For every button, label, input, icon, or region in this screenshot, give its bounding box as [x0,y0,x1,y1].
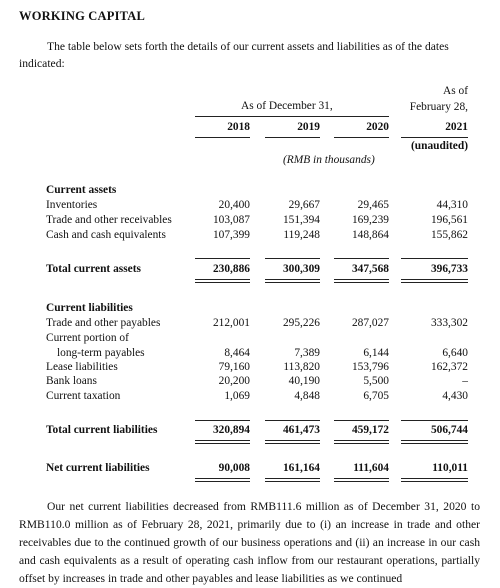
net-liabilities-double-rule [195,478,250,482]
net-liabilities-2020: 111,604 [353,462,389,474]
total-assets-top-rule [401,258,468,259]
cell-payables-2021: 333,302 [430,317,468,329]
cell-inventories-2018: 20,400 [218,199,250,211]
row-label-payables: Trade and other payables [46,317,161,329]
total-liabilities-2018: 320,894 [212,424,250,436]
cell-current-taxation-2020: 6,705 [363,390,389,402]
total-assets-label: Total current assets [46,263,141,275]
total-liabilities-top-rule [265,420,320,421]
total-liabilities-label: Total current liabilities [46,424,158,436]
total-assets-double-rule [265,279,320,283]
total-assets-top-rule [265,258,320,259]
cell-long-term-payables-2018: 8,464 [224,347,250,359]
year-header-2020: 2020 [366,121,389,133]
cell-lease-liabilities-2021: 162,372 [430,361,468,373]
row-label-long-term-payables: long-term payables [57,347,145,359]
cell-lease-liabilities-2018: 79,160 [218,361,250,373]
cell-bank-loans-2021: – [462,375,468,387]
cell-inventories-2021: 44,310 [436,199,468,211]
total-assets-2018: 230,886 [212,263,250,275]
total-liabilities-2019: 461,473 [282,424,320,436]
total-liabilities-top-rule [401,420,468,421]
cell-cash-2018: 107,399 [212,229,250,241]
total-liabilities-double-rule [334,440,389,444]
unit-label: (RMB in thousands) [283,154,375,166]
cell-current-taxation-2019: 4,848 [294,390,320,402]
cell-payables-2018: 212,001 [212,317,250,329]
cell-payables-2020: 287,027 [351,317,389,329]
row-label-bank-loans: Bank loans [46,375,97,387]
total-liabilities-double-rule [195,440,250,444]
intro-paragraph: The table below sets forth the details of our current assets and liabilities as of the dates indicated: [19,40,449,70]
total-liabilities-2020: 459,172 [351,424,389,436]
cell-receivables-2018: 103,087 [212,214,250,226]
total-assets-double-rule [401,279,468,283]
year-rule-2019 [265,137,320,138]
cell-inventories-2020: 29,465 [357,199,389,211]
cell-payables-2019: 295,226 [282,317,320,329]
cell-long-term-payables-2020: 6,144 [363,347,389,359]
cell-bank-loans-2018: 20,200 [218,375,250,387]
cell-lease-liabilities-2019: 113,820 [283,361,320,373]
row-label-current-taxation: Current taxation [46,390,121,402]
cell-cash-2019: 119,248 [283,229,320,241]
section-heading: WORKING CAPITAL [19,9,146,23]
cell-cash-2021: 155,862 [430,229,468,241]
total-liabilities-double-rule [265,440,320,444]
cell-current-taxation-2021: 4,430 [442,390,468,402]
year-header-2021: 2021 [445,121,468,133]
net-liabilities-2018: 90,008 [218,462,250,474]
total-liabilities-top-rule [334,420,389,421]
cell-current-taxation-2018: 1,069 [224,390,250,402]
total-liabilities-double-rule [401,440,468,444]
total-assets-top-rule [334,258,389,259]
total-liabilities-top-rule [195,420,250,421]
net-liabilities-label: Net current liabilities [46,462,150,474]
net-liabilities-2021: 110,011 [432,462,468,474]
year-rule-2021 [401,137,468,138]
current-liabilities-title: Current liabilities [46,302,133,314]
total-assets-2021: 396,733 [430,263,468,275]
year-header-2019: 2019 [297,121,320,133]
december-group-rule [195,116,389,117]
cell-long-term-payables-2021: 6,640 [442,347,468,359]
year-rule-2018 [195,137,250,138]
cell-inventories-2019: 29,667 [288,199,320,211]
asof-header-line1: As of [443,85,468,97]
total-assets-double-rule [195,279,250,283]
cell-receivables-2019: 151,394 [282,214,320,226]
december-group-header: As of December 31, [241,100,333,112]
year-header-2018: 2018 [227,121,250,133]
total-liabilities-2021: 506,744 [430,424,468,436]
total-assets-top-rule [195,258,250,259]
net-liabilities-double-rule [334,478,389,482]
net-liabilities-double-rule [265,478,320,482]
cell-receivables-2020: 169,239 [351,214,389,226]
year-rule-2020 [334,137,389,138]
closing-paragraph: Our net current liabilities decreased from RMB111.6 million as of December 31, 2020 to RMB110.0 million as of February 28, 2021, primarily due to (i) an increase in trade and other receivables due to the continued growth of our business operations and (ii) an increase in our cash and cash equivalents as a result of operating cash inflow from our restaurant operations, partially offset by increases in trade and other payables and lease liabilities as we continued [19,500,480,585]
cell-bank-loans-2020: 5,500 [363,375,389,387]
cell-receivables-2021: 196,561 [430,214,468,226]
row-label-cash: Cash and cash equivalents [46,229,166,241]
unaudited-label: (unaudited) [411,140,468,152]
total-assets-2019: 300,309 [282,263,320,275]
asof-header-line2: February 28, [409,101,468,113]
row-label-receivables: Trade and other receivables [46,214,172,226]
net-liabilities-2019: 161,164 [282,462,320,474]
cell-cash-2020: 148,864 [351,229,389,241]
current-assets-title: Current assets [46,184,117,196]
cell-lease-liabilities-2020: 153,796 [351,361,389,373]
net-liabilities-double-rule [401,478,468,482]
total-assets-double-rule [334,279,389,283]
cell-long-term-payables-2019: 7,389 [294,347,320,359]
row-label-current-portion: Current portion of [46,332,129,344]
cell-bank-loans-2019: 40,190 [288,375,320,387]
row-label-lease-liabilities: Lease liabilities [46,361,118,373]
row-label-inventories: Inventories [46,199,98,211]
total-assets-2020: 347,568 [351,263,389,275]
